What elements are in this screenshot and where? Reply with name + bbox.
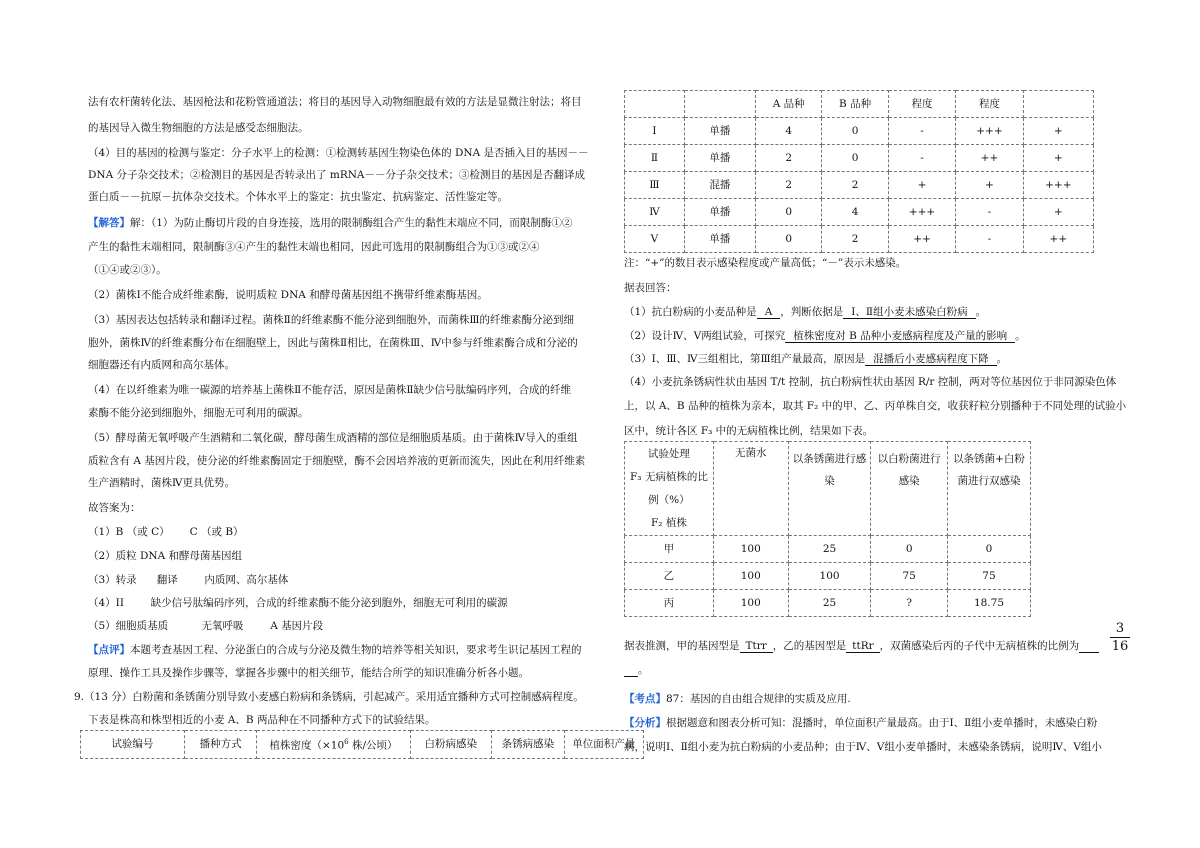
inference-line: 据表推测，甲的基因型是 Ttrr ，乙的基因型是 ttRr ，双菌感染后丙的子代中无病植株的比例为: [624, 640, 1099, 653]
table-row: Ⅲ 混播 2 2 + + +++: [625, 172, 1094, 199]
table-note: 注：“+”的数目表示感染程度或产量高低；“－”表示未感染。: [624, 257, 907, 269]
header-cell: 试验编号: [81, 731, 185, 759]
table-row: 丙 100 25 ? 18.75: [625, 590, 1031, 617]
header-cell: 植株密度（$\times 10^6$ 株/公顷）: [257, 731, 410, 759]
trial-table-continued: [624, 90, 1094, 253]
answer-3: （3）Ⅰ、Ⅲ、Ⅳ三组相比，第Ⅲ组产量最高，原因是 混播后小麦感病程度下降 。: [624, 353, 1008, 365]
text-line: （5）酵母菌无氧呼吸产生酒精和二氧化碳，酵母菌生成酒精的部位是细胞质基质。由于菌株Ⅳ导入的重组: [88, 432, 578, 444]
header-cell: 以白粉菌进行感染: [871, 442, 948, 536]
text-line: 蛋白质－－抗原－抗体杂交技术。个体水平上的鉴定：抗虫鉴定、抗病鉴定、活性鉴定等。: [88, 191, 508, 203]
comment-tag: 【点评】: [88, 644, 130, 656]
infection-table: [624, 441, 1031, 617]
answer-blank: A: [757, 306, 781, 319]
text-line: 区中，统计各区 F₃ 中的无病植株比例，结果如下表。: [624, 425, 874, 437]
answer-blank: Ⅰ、Ⅱ组小麦未感染白粉病: [843, 306, 975, 319]
table-row: 乙 100 100 75 75: [625, 563, 1031, 590]
answer-line: 【解答】解：（1）为防止酶切片段的自身连接，选用的限制酶组合产生的黏性末端应不同，而限制酶①②: [88, 217, 573, 229]
header-cell: A 品种: [755, 91, 821, 118]
header-cell: 白粉病感染: [410, 731, 492, 759]
header-cell: 条锈病感染: [492, 731, 565, 759]
answer-2: （2）设计Ⅳ、Ⅴ两组试验，可探究 植株密度对 B 品种小麦感病程度及产量的影响 。: [624, 330, 1026, 342]
question-9: 9.（13 分）白粉菌和条锈菌分别导致小麦感白粉病和条锈病，引起减产。采用适宜播种方式可控制感病程度。: [74, 691, 584, 703]
answer-tag: 【解答】: [88, 217, 130, 229]
text-line: 据表回答：: [624, 282, 677, 294]
answer-blank: 植株密度对 B 品种小麦感病程度及产量的影响: [785, 330, 1015, 343]
header-cell: 程度: [888, 91, 955, 118]
header-cell: 单位面积产量: [564, 731, 643, 759]
text-line: DNA 分子杂交技术；②检测目的基因是否转录出了 mRNA－－分子杂交技术；③检测目的基因是否翻译成: [88, 169, 585, 181]
text-line: （3）基因表达包括转录和翻译过程。菌株Ⅱ的纤维素酶不能分泌到细胞外，而菌株Ⅲ的纤维素酶分泌到细: [88, 314, 574, 326]
header-cell: 以条锈菌进行感染: [788, 442, 871, 536]
text-line: 法有农杆菌转化法、基因枪法和花粉管通道法；将目的基因导入动物细胞最有效的方法是显微注射法；将目: [88, 96, 582, 108]
text-line: 细胞器还有内质网和高尔基体。: [88, 359, 235, 371]
header-cell: 程度: [956, 91, 1023, 118]
text-line: （4）目的基因的检测与鉴定：分子水平上的检测：①检测转基因生物染色体的 DNA 是否插入目的基因－－: [88, 147, 589, 159]
answer-blank: 混播后小麦感病程度下降: [865, 353, 997, 366]
text-line: 病，说明Ⅰ、Ⅱ组小麦为抗白粉病的小麦品种；由于Ⅳ、Ⅴ组小麦单播时，未感染条锈病，说明Ⅳ、Ⅴ组小: [624, 741, 1102, 753]
answer-blank: Ttrr: [740, 640, 773, 653]
trial-table-header: [80, 730, 644, 759]
text-line: （1）B （或 C） C （或 B）: [88, 526, 244, 538]
text-line: 产生的黏性末端相同，限制酶③④产生的黏性末端也相同，因此可选用的限制酶组合为①③或②④: [88, 241, 540, 253]
text-line: （3）转录 翻译 内质网、高尔基体: [88, 574, 289, 586]
text-line: 。: [624, 664, 649, 677]
text-line: 胞外，菌株Ⅳ的纤维素酶分布在细胞壁上，因此与菌株Ⅱ相比，在菌株Ⅲ、Ⅳ中参与纤维素酶合成和分泌的: [88, 337, 578, 349]
kaodian-tag: 【考点】: [624, 693, 666, 705]
comment-line: 【点评】本题考查基因工程、分泌蛋白的合成与分泌及微生物的培养等相关知识，要求考生识记基因工程的: [88, 644, 582, 656]
answer-1: （1）抗白粉病的小麦品种是 A ，判断依据是 Ⅰ、Ⅱ组小麦未感染白粉病 。: [624, 306, 987, 318]
text-line: （5）细胞质基质 无氧呼吸 A 基因片段: [88, 620, 324, 632]
fraction: 3 16: [1111, 621, 1129, 654]
corner-cell: 试验处理 F₃ 无病植株的比 例（%） F₂ 植株: [625, 442, 714, 536]
fenxi-line: 【分析】根据题意和图表分析可知：混播时，单位面积产量最高。由于Ⅰ、Ⅱ组小麦单播时，未感染白粉: [624, 717, 1098, 729]
text-line: 素酶不能分泌到细胞外，细胞无可利用的碳源。: [88, 407, 309, 419]
text-line: 下表是株高和株型相近的小麦 A、B 两品种在不同播种方式下的试验结果。: [88, 714, 436, 726]
table-row: Ⅳ 单播 0 4 +++ - +: [625, 199, 1094, 226]
text-line: 故答案为：: [88, 502, 141, 514]
text-line: （2）质粒 DNA 和酵母菌基因组: [88, 550, 243, 562]
header-cell: 播种方式: [184, 731, 257, 759]
kaodian-line: 【考点】87：基因的自由组合规律的实质及应用.: [624, 693, 851, 705]
text-line: 上，以 A、B 品种的植株为亲本，取其 F₂ 中的甲、乙、丙单株自交，收获籽粒分别播种于不同处理的试验小: [624, 400, 1127, 412]
text-line: （4）小麦抗条锈病性状由基因 T/t 控制，抗白粉病性状由基因 R/r 控制，两对等位基因位于非同源染色体: [624, 376, 1117, 388]
text-line: （①④或②③）。: [88, 264, 167, 276]
table-row: Ⅰ 单播 4 0 - +++ +: [625, 118, 1094, 145]
text-line: （4）II 缺少信号肽编码序列，合成的纤维素酶不能分泌到胞外，细胞无可利用的碳源: [88, 597, 508, 609]
table-row: 甲 100 25 0 0: [625, 536, 1031, 563]
text-line: 质粒含有 A 基因片段，使分泌的纤维素酶固定于细胞壁，酶不会因培养液的更新而流失，因此在利用纤维素: [88, 455, 586, 467]
header-cell: 无菌水: [713, 442, 788, 536]
text-line: 的基因导入微生物细胞的方法是感受态细胞法。: [88, 122, 309, 134]
table-row: Ⅱ 单播 2 0 - ++ +: [625, 145, 1094, 172]
text-line: 生产酒精时，菌株Ⅳ更具优势。: [88, 477, 235, 489]
text-line: （4）在以纤维素为唯一碳源的培养基上菌株Ⅱ不能存活，原因是菌株Ⅱ缺少信号肽编码序列，合成的纤维: [88, 384, 571, 396]
table-row: Ⅴ 单播 0 2 ++ - ++: [625, 226, 1094, 253]
text-line: 原理、操作工具及操作步骤等，掌握各步骤中的相关细节，能结合所学的知识准确分析各小题。: [88, 667, 529, 679]
text-line: （2）菌株Ⅰ不能合成纤维素酶，说明质粒 DNA 和酵母菌基因组不携带纤维素酶基因。: [88, 289, 488, 301]
answer-blank: ttRr: [846, 640, 879, 653]
fenxi-tag: 【分析】: [624, 717, 666, 729]
header-cell: 以条锈菌+白粉菌进行双感染: [947, 442, 1030, 536]
header-cell: B 品种: [822, 91, 888, 118]
